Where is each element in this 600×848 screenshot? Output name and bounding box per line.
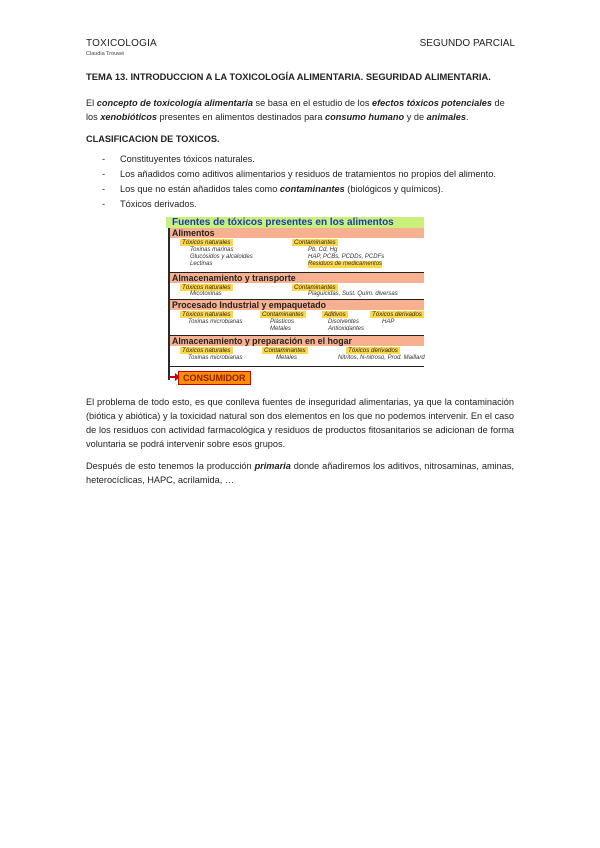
header-left — [86, 38, 157, 57]
tag-natural: Tóxicos naturales — [182, 347, 231, 354]
exam-label: SEGUNDO PARCIAL — [419, 38, 515, 49]
tag-natural: Tóxicos naturales — [182, 311, 231, 318]
sub-item: Nitritos, N-nitroso, Prod. Maillard — [338, 355, 425, 361]
tag-contaminants: Contaminantes — [264, 347, 306, 354]
tag-derived: Tóxicos derivados — [372, 311, 422, 318]
section-alimentos — [170, 228, 424, 273]
tag-contaminants: Contaminantes — [262, 311, 304, 318]
sub-item: Toxinas microbianas — [188, 319, 243, 325]
page-title: TEMA 13. INTRODUCCION A LA TOXICOLOGÍA ALIMENTARIA. SEGURIDAD ALIMENTARIA. — [86, 71, 491, 82]
section-heading: Procesado Industrial y empaquetado — [172, 300, 326, 310]
document-body — [86, 70, 514, 495]
section-procesado — [170, 300, 424, 336]
tag-natural: Tóxicos naturales — [182, 284, 231, 291]
toxic-sources-diagram — [166, 217, 426, 385]
diagram-title: Fuentes de tóxicos presentes en los alimentos — [166, 217, 424, 228]
tag-natural: Tóxicos naturales — [182, 239, 231, 246]
sub-item: Plaguicidas, Sust. Quím. diversas — [308, 291, 398, 297]
course-title: TOXICOLOGIA — [86, 38, 157, 49]
consumer-box: CONSUMIDOR — [178, 371, 251, 385]
author-name: Claudia Trouwé — [86, 51, 125, 57]
sub-item: Lectinas — [190, 261, 213, 267]
problem-paragraph: El problema de todo esto, es que conlleva fuentes de inseguridad alimentarias, ya que la contaminación (biótica y abiótica) y la toxicidad natural son dos elementos en los que no podemos intervenir. En el caso de los residuos con actividad farmacológica y residuos de productos fitosanitarios se adicionan de forma voluntaria se podrá intervenir sobre esos grupos. — [86, 397, 514, 449]
classification-list — [86, 152, 514, 211]
classification-heading: CLASIFICACION DE TOXICOS. — [86, 134, 220, 144]
tag-additives: Aditivos — [324, 311, 346, 318]
sub-item: Metales — [276, 355, 298, 361]
sub-item: Metales — [270, 326, 292, 332]
list-item: - Los que no están añadidos tales como contaminantes (biológicos y químicos). — [102, 184, 444, 194]
intro-paragraph: El concepto de toxicología alimentaria se basa en el estudio de los efectos tóxicos potenciales de los xenobióticos presentes en alimentos destinados para consumo humano y de animales. — [86, 98, 505, 122]
list-item: - Tóxicos derivados. — [102, 199, 197, 209]
section-hogar — [170, 336, 424, 367]
list-item: - Los añadidos como aditivos alimentarios y residuos de tratamientos no propios del alimento. — [102, 169, 496, 179]
sub-item: Glucósidos y alcaloides — [190, 254, 253, 260]
tag-contaminants: Contaminantes — [294, 239, 336, 246]
sub-item: Antioxidantes — [328, 326, 365, 332]
section-heading: Almacenamiento y preparación en el hogar — [172, 336, 352, 346]
sub-item: Disolventes — [328, 319, 360, 325]
tag-contaminants: Contaminantes — [294, 284, 336, 291]
sub-item: Toxinas microbianas — [188, 355, 243, 361]
sub-item: Micotoxinas — [190, 291, 222, 297]
production-paragraph: Después de esto tenemos la producción primaria donde añadiremos los aditivos, nitrosaminas, aminas, heterocíclicas, HAPC, acrilamida, … — [86, 461, 515, 485]
section-heading: Almacenamiento y transporte — [172, 273, 296, 283]
section-almacenamiento — [170, 273, 424, 300]
sub-item: HAP, PCBs, PCDDs, PCDFs — [308, 254, 385, 260]
sub-item: Pb, Cd, Hg — [308, 247, 338, 253]
section-heading: Alimentos — [172, 228, 215, 238]
sub-item: Plásticos — [270, 319, 295, 325]
sub-item: Residuos de medicamentos — [308, 261, 383, 267]
sub-item: HAP — [382, 319, 395, 325]
list-item: - Constituyentes tóxicos naturales. — [102, 154, 255, 164]
sub-item: Toxinas marinas — [190, 247, 234, 253]
tag-derived: Tóxicos derivados — [348, 347, 398, 354]
